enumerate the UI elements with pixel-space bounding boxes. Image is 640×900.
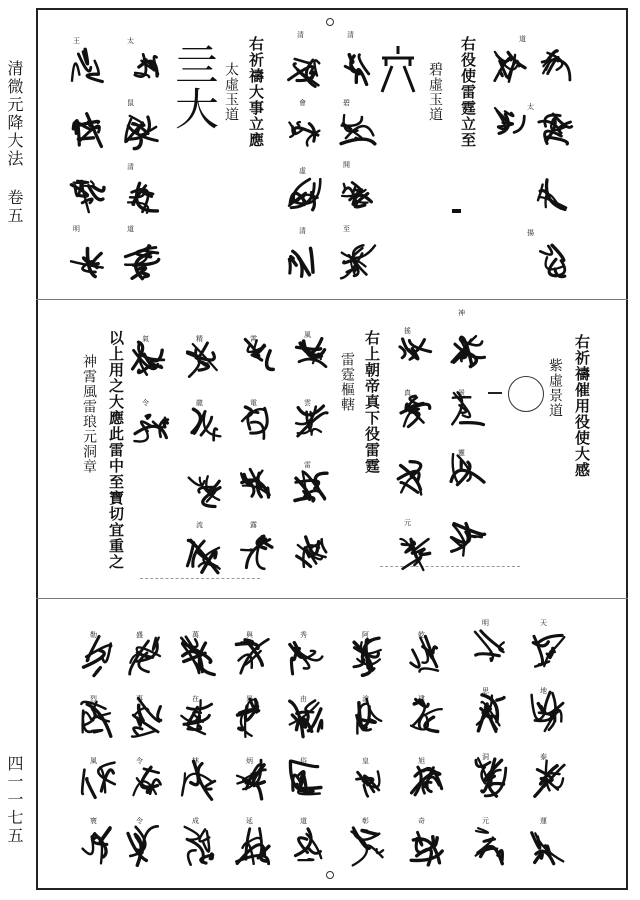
label: 事 (136, 695, 143, 703)
talisman-glyph (289, 179, 320, 210)
talisman-glyph (295, 471, 327, 501)
talisman-glyph (452, 336, 485, 366)
talisman-glyph (533, 635, 564, 666)
caption-mid-1: 右祈禱催用役使大感 (573, 334, 591, 478)
talisman-glyph (82, 763, 115, 798)
label: 烈 (90, 695, 97, 703)
talisman-glyph (128, 183, 157, 213)
talisman-glyph (187, 540, 219, 573)
talisman-glyph (126, 116, 158, 149)
talisman-glyph (237, 639, 269, 673)
talisman-glyph (341, 245, 375, 278)
caption-mid-5: 以上用之大應此雷中至寶切宜重之 (107, 330, 125, 570)
label: 流 (196, 521, 203, 529)
label: 精 (196, 335, 203, 343)
label: 氣 (142, 335, 149, 343)
talisman-glyph (411, 832, 442, 865)
label: 清 (299, 227, 306, 235)
label: 旭 (418, 757, 425, 765)
talisman-glyph (532, 692, 563, 731)
caption-mid-2: 紫虛景道 (547, 358, 563, 418)
talisman-glyph (245, 339, 273, 369)
talisman-glyph (539, 114, 572, 144)
label: 由 (300, 695, 307, 703)
talisman-glyph (185, 827, 213, 865)
label: 霄 (250, 335, 257, 343)
label: 道 (127, 225, 134, 233)
talisman-glyph (81, 702, 110, 737)
label: 林 (192, 757, 199, 765)
caption-mid-4: 雷霆樞轄 (339, 352, 355, 412)
caption-top-2: 碧虛玉道 (427, 62, 443, 122)
talisman-glyph (477, 695, 504, 732)
talisman-glyph (289, 248, 313, 276)
label: 洞 (482, 753, 489, 761)
label: 揚 (527, 229, 534, 237)
label: 運 (540, 817, 547, 825)
label: 是 (246, 695, 253, 703)
label: 天 (540, 619, 547, 627)
label: 阿 (362, 631, 369, 639)
label: 真 (404, 389, 411, 397)
label: 成 (192, 817, 199, 825)
label: 寰 (90, 817, 97, 825)
talisman-glyph (342, 183, 371, 207)
talisman-glyph (128, 826, 158, 865)
talisman-glyph (357, 771, 380, 796)
label: 炳 (246, 757, 253, 765)
label: 太 (527, 103, 534, 111)
label: 與 (246, 631, 253, 639)
label: 開 (343, 161, 350, 169)
label: 明 (482, 619, 489, 627)
label: 秀 (300, 631, 307, 639)
label: 王 (73, 37, 80, 45)
talisman-glyph (476, 828, 503, 864)
talisman-glyph (451, 524, 484, 556)
label: 至 (343, 225, 350, 233)
talisman-glyph (133, 342, 164, 375)
talisman-glyph (495, 108, 524, 133)
label: 搖 (404, 327, 411, 335)
label: 電 (250, 399, 257, 407)
talisman-glyph (542, 51, 570, 80)
label: 元 (404, 519, 411, 527)
talisman-glyph (238, 699, 259, 737)
talisman-glyph (187, 343, 217, 377)
talisman-glyph (72, 49, 102, 81)
label: 彰 (362, 817, 369, 825)
caption-top-1: 右役使雷霆立至 (459, 36, 477, 148)
label: 清 (347, 31, 354, 39)
large-symbol: 亖大 (167, 42, 218, 130)
talisman-glyph (289, 59, 320, 87)
talisman-glyph (192, 409, 220, 440)
label: 盛 (136, 631, 143, 639)
label: 萬 (192, 631, 199, 639)
talisman-glyph (181, 700, 211, 734)
talisman-glyph (345, 55, 369, 85)
talisman-glyph (452, 392, 483, 424)
label: 靈 (458, 449, 465, 457)
label: 清 (297, 31, 304, 39)
label: 道 (300, 817, 307, 825)
talisman-glyph (135, 54, 158, 77)
talisman-glyph (476, 758, 506, 796)
label: 令 (136, 817, 143, 825)
talisman-glyph (411, 636, 438, 671)
talisman-glyph (71, 249, 103, 277)
talisman-glyph (451, 454, 484, 485)
label: 滄 (362, 695, 369, 703)
talisman-glyph (351, 828, 383, 866)
label: 道 (519, 35, 526, 43)
talisman-glyph (411, 699, 442, 731)
talisman-glyph (241, 536, 272, 569)
label: 景 (458, 389, 465, 397)
talisman-glyph (540, 245, 565, 276)
talisman-glyph (73, 114, 101, 147)
talisman-glyph (538, 180, 566, 210)
talisman-glyph (132, 698, 161, 736)
label: 俗 (300, 757, 307, 765)
label: 雲 (304, 399, 311, 407)
talisman-glyph (83, 828, 110, 864)
talisman-glyph (181, 637, 214, 675)
caption-top-4: 太虛玉道 (223, 62, 239, 122)
label: 虛 (299, 167, 306, 175)
label: 露 (250, 521, 257, 529)
label: 建 (418, 695, 425, 703)
talisman-glyph (84, 636, 112, 675)
talisman-glyph (134, 415, 168, 442)
talisman-glyph (475, 631, 504, 661)
talisman-glyph (290, 643, 323, 674)
talisman-glyph (125, 246, 159, 279)
talisman-glyph (400, 339, 431, 360)
label: 會 (299, 99, 306, 107)
label: 勒 (90, 631, 97, 639)
label: 雷 (304, 461, 311, 469)
label: 泰 (540, 753, 547, 761)
talisman-glyph (290, 761, 320, 794)
label: 令 (142, 399, 149, 407)
label: 明 (73, 225, 80, 233)
label: 奇 (418, 817, 425, 825)
talisman-glyph (189, 476, 220, 506)
label: 地 (540, 687, 547, 695)
talisman-glyph (412, 767, 442, 795)
talisman-glyph (296, 406, 327, 436)
talisman-glyph (242, 407, 267, 439)
label: 延 (246, 817, 253, 825)
talisman-glyph (297, 339, 326, 367)
label: 清 (127, 163, 134, 171)
label: 乾 (418, 631, 425, 639)
label: 龍 (196, 399, 203, 407)
talisman-glyph (532, 833, 564, 864)
talisman-glyph (535, 761, 565, 797)
talisman-glyph (400, 539, 429, 570)
talisman-glyph (241, 469, 269, 497)
talisman-glyph (130, 638, 160, 675)
label: 風 (90, 757, 97, 765)
label: 鼠 (127, 99, 134, 107)
label: 元 (482, 817, 489, 825)
label: 太 (127, 37, 134, 45)
talisman-glyph (341, 115, 375, 144)
talisman-glyph (398, 462, 421, 495)
label: 神 (458, 309, 465, 317)
label: 皇 (362, 757, 369, 765)
page-number: 四一一七五 (5, 755, 24, 845)
label: 風 (304, 331, 311, 339)
talisman-glyph (356, 699, 381, 734)
talisman-glyph (237, 829, 269, 864)
talisman-glyph (237, 760, 265, 799)
caption-mid-3: 右上朝帝真下役雷霆 (363, 330, 381, 474)
talisman-glyph (182, 761, 215, 799)
caption-mid-6: 神霄風雷琅元洞章 (81, 354, 97, 474)
talisman-glyph (495, 52, 525, 82)
talisman-glyph (290, 701, 322, 737)
label: 在 (192, 695, 199, 703)
talisman-glyph (133, 767, 160, 795)
talisman-glyph (71, 181, 104, 212)
caption-top-3: 右祈禱大事立應 (247, 36, 265, 148)
talisman-glyph (296, 829, 322, 860)
talisman-glyph (297, 537, 326, 567)
talisman-glyph (354, 638, 381, 675)
volume-title: 清微元降大法 卷五 (5, 60, 24, 225)
label: 思 (482, 687, 489, 695)
talisman-glyph (401, 396, 430, 427)
label: 碧 (343, 99, 350, 107)
talisman-glyph (289, 122, 319, 146)
label: 令 (136, 757, 143, 765)
